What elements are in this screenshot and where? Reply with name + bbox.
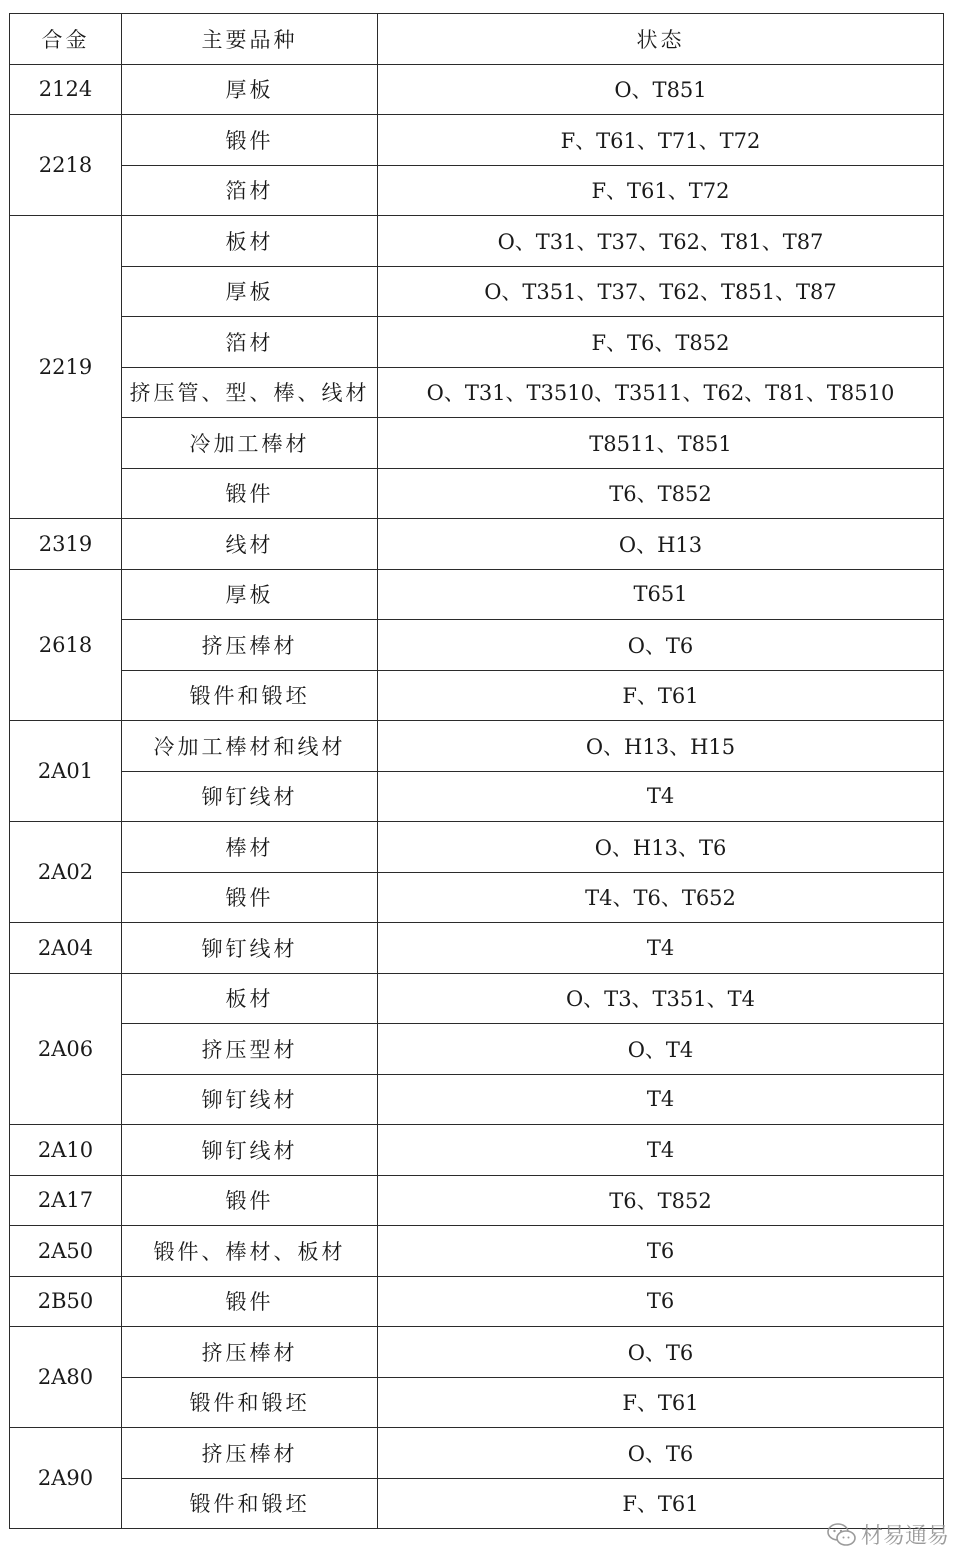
table-row [10, 64, 944, 115]
table-row [10, 923, 944, 974]
header-state: 状态 [378, 14, 944, 65]
product-cell: 棒材 [122, 822, 378, 873]
product-cell: 锻件 [122, 468, 378, 519]
product-cell: 板材 [122, 216, 378, 267]
table-row [10, 165, 944, 216]
state-cell: F、T6、T852 [378, 317, 944, 368]
table-row [10, 771, 944, 822]
state-cell: F、T61 [378, 670, 944, 721]
alloy-cell: 2124 [10, 64, 122, 115]
alloy-cell: 2B50 [10, 1276, 122, 1327]
table-row [10, 1175, 944, 1226]
alloy-cell: 2219 [10, 216, 122, 519]
alloy-cell: 2A01 [10, 721, 122, 822]
state-cell: O、H13、T6 [378, 822, 944, 873]
state-cell: O、T6 [378, 1428, 944, 1479]
product-cell: 厚板 [122, 266, 378, 317]
product-cell: 锻件 [122, 115, 378, 166]
table-row [10, 872, 944, 923]
product-cell: 铆钉线材 [122, 1125, 378, 1176]
alloy-cell: 2A17 [10, 1175, 122, 1226]
product-cell: 锻件 [122, 872, 378, 923]
state-cell: O、T351、T37、T62、T851、T87 [378, 266, 944, 317]
state-cell: T6、T852 [378, 1175, 944, 1226]
state-cell: T4 [378, 1074, 944, 1125]
table-row [10, 216, 944, 267]
state-cell: O、H13 [378, 519, 944, 570]
state-cell: T6 [378, 1276, 944, 1327]
table-row [10, 1024, 944, 1075]
table-row [10, 620, 944, 671]
table-row [10, 569, 944, 620]
product-cell: 厚板 [122, 569, 378, 620]
product-cell: 锻件和锻坯 [122, 670, 378, 721]
product-cell: 线材 [122, 519, 378, 570]
state-cell: F、T61、T72 [378, 165, 944, 216]
header-alloy: 合金 [10, 14, 122, 65]
product-cell: 冷加工棒材 [122, 418, 378, 469]
table-row [10, 519, 944, 570]
state-cell: O、T4 [378, 1024, 944, 1075]
alloy-cell: 2A90 [10, 1428, 122, 1529]
state-cell: O、T31、T3510、T3511、T62、T81、T8510 [378, 367, 944, 418]
table-row [10, 1478, 944, 1529]
state-cell: F、T61 [378, 1478, 944, 1529]
product-cell: 挤压棒材 [122, 620, 378, 671]
product-cell: 箔材 [122, 317, 378, 368]
table-row [10, 1377, 944, 1428]
alloy-cell: 2A02 [10, 822, 122, 923]
alloy-state-table [9, 13, 944, 1529]
product-cell: 挤压型材 [122, 1024, 378, 1075]
product-cell: 挤压管、型、棒、线材 [122, 367, 378, 418]
table-row [10, 1327, 944, 1378]
state-cell: T4 [378, 1125, 944, 1176]
state-cell: O、T6 [378, 620, 944, 671]
state-cell: T651 [378, 569, 944, 620]
product-cell: 锻件和锻坯 [122, 1478, 378, 1529]
alloy-cell: 2A04 [10, 923, 122, 974]
product-cell: 板材 [122, 973, 378, 1024]
state-cell: T4、T6、T652 [378, 872, 944, 923]
alloy-cell: 2A10 [10, 1125, 122, 1176]
state-cell: O、H13、H15 [378, 721, 944, 772]
product-cell: 锻件和锻坯 [122, 1377, 378, 1428]
table-row [10, 1428, 944, 1479]
product-cell: 箔材 [122, 165, 378, 216]
state-cell: T4 [378, 771, 944, 822]
table-row [10, 721, 944, 772]
table-row [10, 418, 944, 469]
product-cell: 冷加工棒材和线材 [122, 721, 378, 772]
alloy-cell: 2618 [10, 569, 122, 721]
header-row [10, 14, 944, 65]
product-cell: 锻件 [122, 1175, 378, 1226]
table-row [10, 266, 944, 317]
watermark [827, 1519, 949, 1550]
table-row [10, 115, 944, 166]
alloy-cell: 2319 [10, 519, 122, 570]
wechat-icon [827, 1522, 857, 1548]
table-row [10, 822, 944, 873]
table-row [10, 1074, 944, 1125]
table-row [10, 317, 944, 368]
state-cell: T8511、T851 [378, 418, 944, 469]
table-row [10, 973, 944, 1024]
state-cell: F、T61 [378, 1377, 944, 1428]
state-cell: O、T851 [378, 64, 944, 115]
watermark-text: 材易通易 [860, 1524, 949, 1549]
alloy-state-table-container [9, 13, 943, 1529]
product-cell: 挤压棒材 [122, 1327, 378, 1378]
table-body [10, 64, 944, 1529]
table-row [10, 670, 944, 721]
product-cell: 铆钉线材 [122, 1074, 378, 1125]
product-cell: 锻件、棒材、板材 [122, 1226, 378, 1277]
state-cell: O、T31、T37、T62、T81、T87 [378, 216, 944, 267]
state-cell: F、T61、T71、T72 [378, 115, 944, 166]
state-cell: T6、T852 [378, 468, 944, 519]
header-product: 主要品种 [122, 14, 378, 65]
state-cell: O、T6 [378, 1327, 944, 1378]
state-cell: O、T3、T351、T4 [378, 973, 944, 1024]
product-cell: 铆钉线材 [122, 771, 378, 822]
table-row [10, 367, 944, 418]
product-cell: 挤压棒材 [122, 1428, 378, 1479]
state-cell: T4 [378, 923, 944, 974]
state-cell: T6 [378, 1226, 944, 1277]
alloy-cell: 2218 [10, 115, 122, 216]
product-cell: 锻件 [122, 1276, 378, 1327]
alloy-cell: 2A06 [10, 973, 122, 1125]
alloy-cell: 2A50 [10, 1226, 122, 1277]
table-row [10, 1125, 944, 1176]
table-row [10, 468, 944, 519]
table-row [10, 1276, 944, 1327]
alloy-cell: 2A80 [10, 1327, 122, 1428]
product-cell: 厚板 [122, 64, 378, 115]
table-row [10, 1226, 944, 1277]
product-cell: 铆钉线材 [122, 923, 378, 974]
